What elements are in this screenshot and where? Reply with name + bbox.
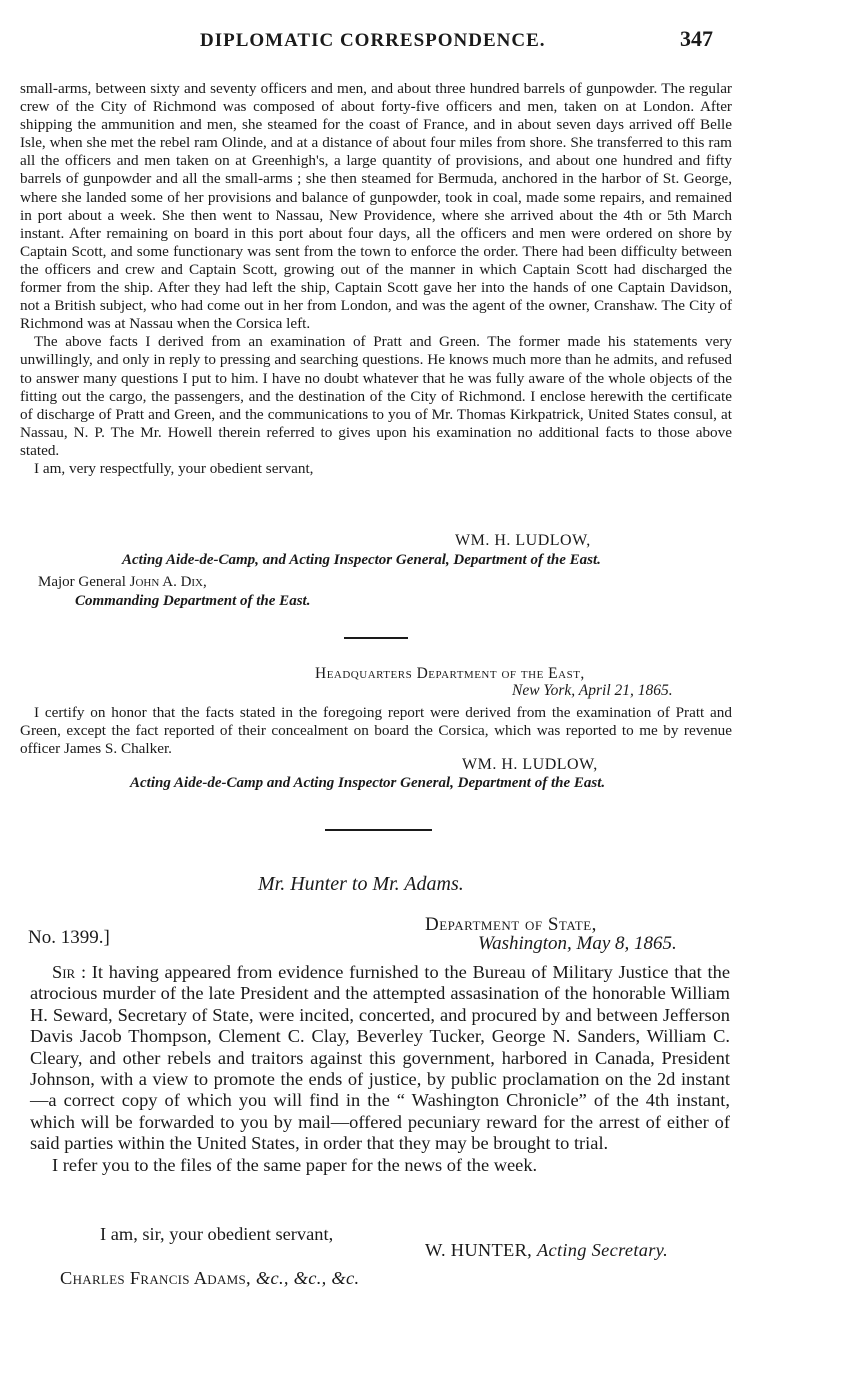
report-paragraph-1: small-arms, between sixty and seventy officers and men, and about three hundred barrels of gunpowder. The regular crew of the City of Richmond was composed of about forty-five officers and men, taken on at London. After shipping the ammunition and men, she steamed for the coast of France, and in about seven days arrived off Belle Isle, when she met the rebel ram Olinde, and at a distance of about four miles from shore. She transferred to this ram all the officers and men taken on at Greenhigh's, a large quantity of provisions, and about one hundred and fifty barrels of gunpowder and all the small-arms ; she then steamed for Bermuda, anchored in the harbor of St. George, where she landed some of her provisions and balance of gunpowder, took in coal, made some repairs, and remained in port about a week. She then went to Nassau, New Providence, where she arrived about the 4th or 5th March instant. After remaining on board in this port about four days, all the officers and men were ordered on shore by Captain Scott, and some functionary was sent from the town to enforce the order. There had been difficulty between the officers and crew and Captain Scott, growing out of the manner in which Captain Scott had discharged the former from the ship. After they had left the ship, Captain Scott gave her into the hands of one Captain Davidson, not a British subject, who had come out in her from London, and was the agent of the owner, Cranshaw. The City of Richmond was at Nassau when the Corsica left. — [20, 80, 732, 333]
certificate-dateline: New York, April 21, 1865. — [512, 682, 673, 699]
letter-signer: W. HUNTER, — [425, 1240, 533, 1260]
letter-addressee-name: Charles Francis Adams, — [60, 1268, 251, 1288]
report-closing: I am, very respectfully, your obedient servant, — [34, 459, 314, 477]
report-signer-title: Acting Aide-de-Camp, and Acting Inspector General, Department of the East. — [122, 552, 601, 568]
section-divider-2 — [325, 829, 432, 831]
certificate-body: I certify on honor that the facts stated in the foregoing report were derived from the examination of Pratt and Green, except the fact reported of their concealment on board the Corsica, which was reported to me by revenue officer James S. Chalker. — [20, 704, 732, 758]
addressee-prefix: Major General — [38, 574, 126, 590]
letter-addressee-etc: &c., &c., &c. — [255, 1268, 360, 1288]
letter-addressee-line — [60, 1268, 359, 1289]
section-divider — [344, 637, 408, 639]
letter-paragraph-2: I refer you to the files of the same paper for the news of the week. — [52, 1154, 538, 1175]
report-body — [20, 80, 732, 478]
letter-body: It having appeared from evidence furnished to the Bureau of Military Justice that the atrocious murder of the late President and the attempted assasination of the honorable William H. Seward, Secretary of State, were incited, concerted, and procured by and between Jefferson Davis Jacob Thompson, Clement C. Clay, Beverley Tucker, George N. Sanders, William C. Cleary, and other rebels and traitors against this government, harbored in Canada, President Johnson, with a view to promote the ends of justice, by public proclamation on the 2d instant—a correct copy of which you will find in the “ Washington Chronicle” of the 4th instant, which will be forwarded to you by mail—offered pecuniary reward for the arrest of either of said parties within the United States, in order that they may be brought to trial. — [30, 962, 730, 1154]
addressee-name: John A. Dix, — [129, 574, 207, 590]
letter-signer-line — [425, 1240, 668, 1261]
salutation: Sir : — [52, 962, 87, 982]
letter-title: Mr. Hunter to Mr. Adams. — [258, 873, 464, 895]
letter-department: Department of State, — [425, 914, 597, 935]
letter-paragraph-1 — [30, 962, 730, 1155]
addressee-title: Commanding Department of the East. — [75, 593, 311, 609]
letter-number: No. 1399.] — [28, 927, 110, 948]
certificate-signer-title: Acting Aide-de-Camp and Acting Inspector General, Department of the East. — [130, 775, 606, 791]
report-addressee — [38, 574, 207, 591]
letter-dateline: Washington, May 8, 1865. — [478, 933, 677, 954]
report-signer: WM. H. LUDLOW, — [455, 532, 591, 549]
letter-body-block — [30, 962, 730, 1176]
certificate-signer: WM. H. LUDLOW, — [462, 756, 598, 773]
certificate-heading: Headquarters Department of the East, — [315, 665, 585, 682]
report-paragraph-2: The above facts I derived from an examination of Pratt and Green. The former made his statements very unwillingly, and only in reply to pressing and searching questions. He knows much more than he admits, and refused to answer many questions I put to him. I have no doubt whatever that he was fully aware of the whole objects of the fitting out the cargo, the passengers, and the destination of the City of Richmond. I enclose herewith the certificate of discharge of Pratt and Green, and the communications to you of Mr. Thomas Kirkpatrick, United States consul, at Nassau, N. P. The Mr. Howell therein referred to gives upon his examination no additional facts to those above stated. — [20, 333, 732, 459]
letter-closing: I am, sir, your obedient servant, — [100, 1224, 334, 1244]
letter-signer-title: Acting Secretary. — [536, 1240, 669, 1260]
certificate-body-block — [20, 704, 732, 758]
running-head: DIPLOMATIC CORRESPONDENCE. — [200, 30, 546, 51]
page-number: 347 — [680, 26, 713, 51]
